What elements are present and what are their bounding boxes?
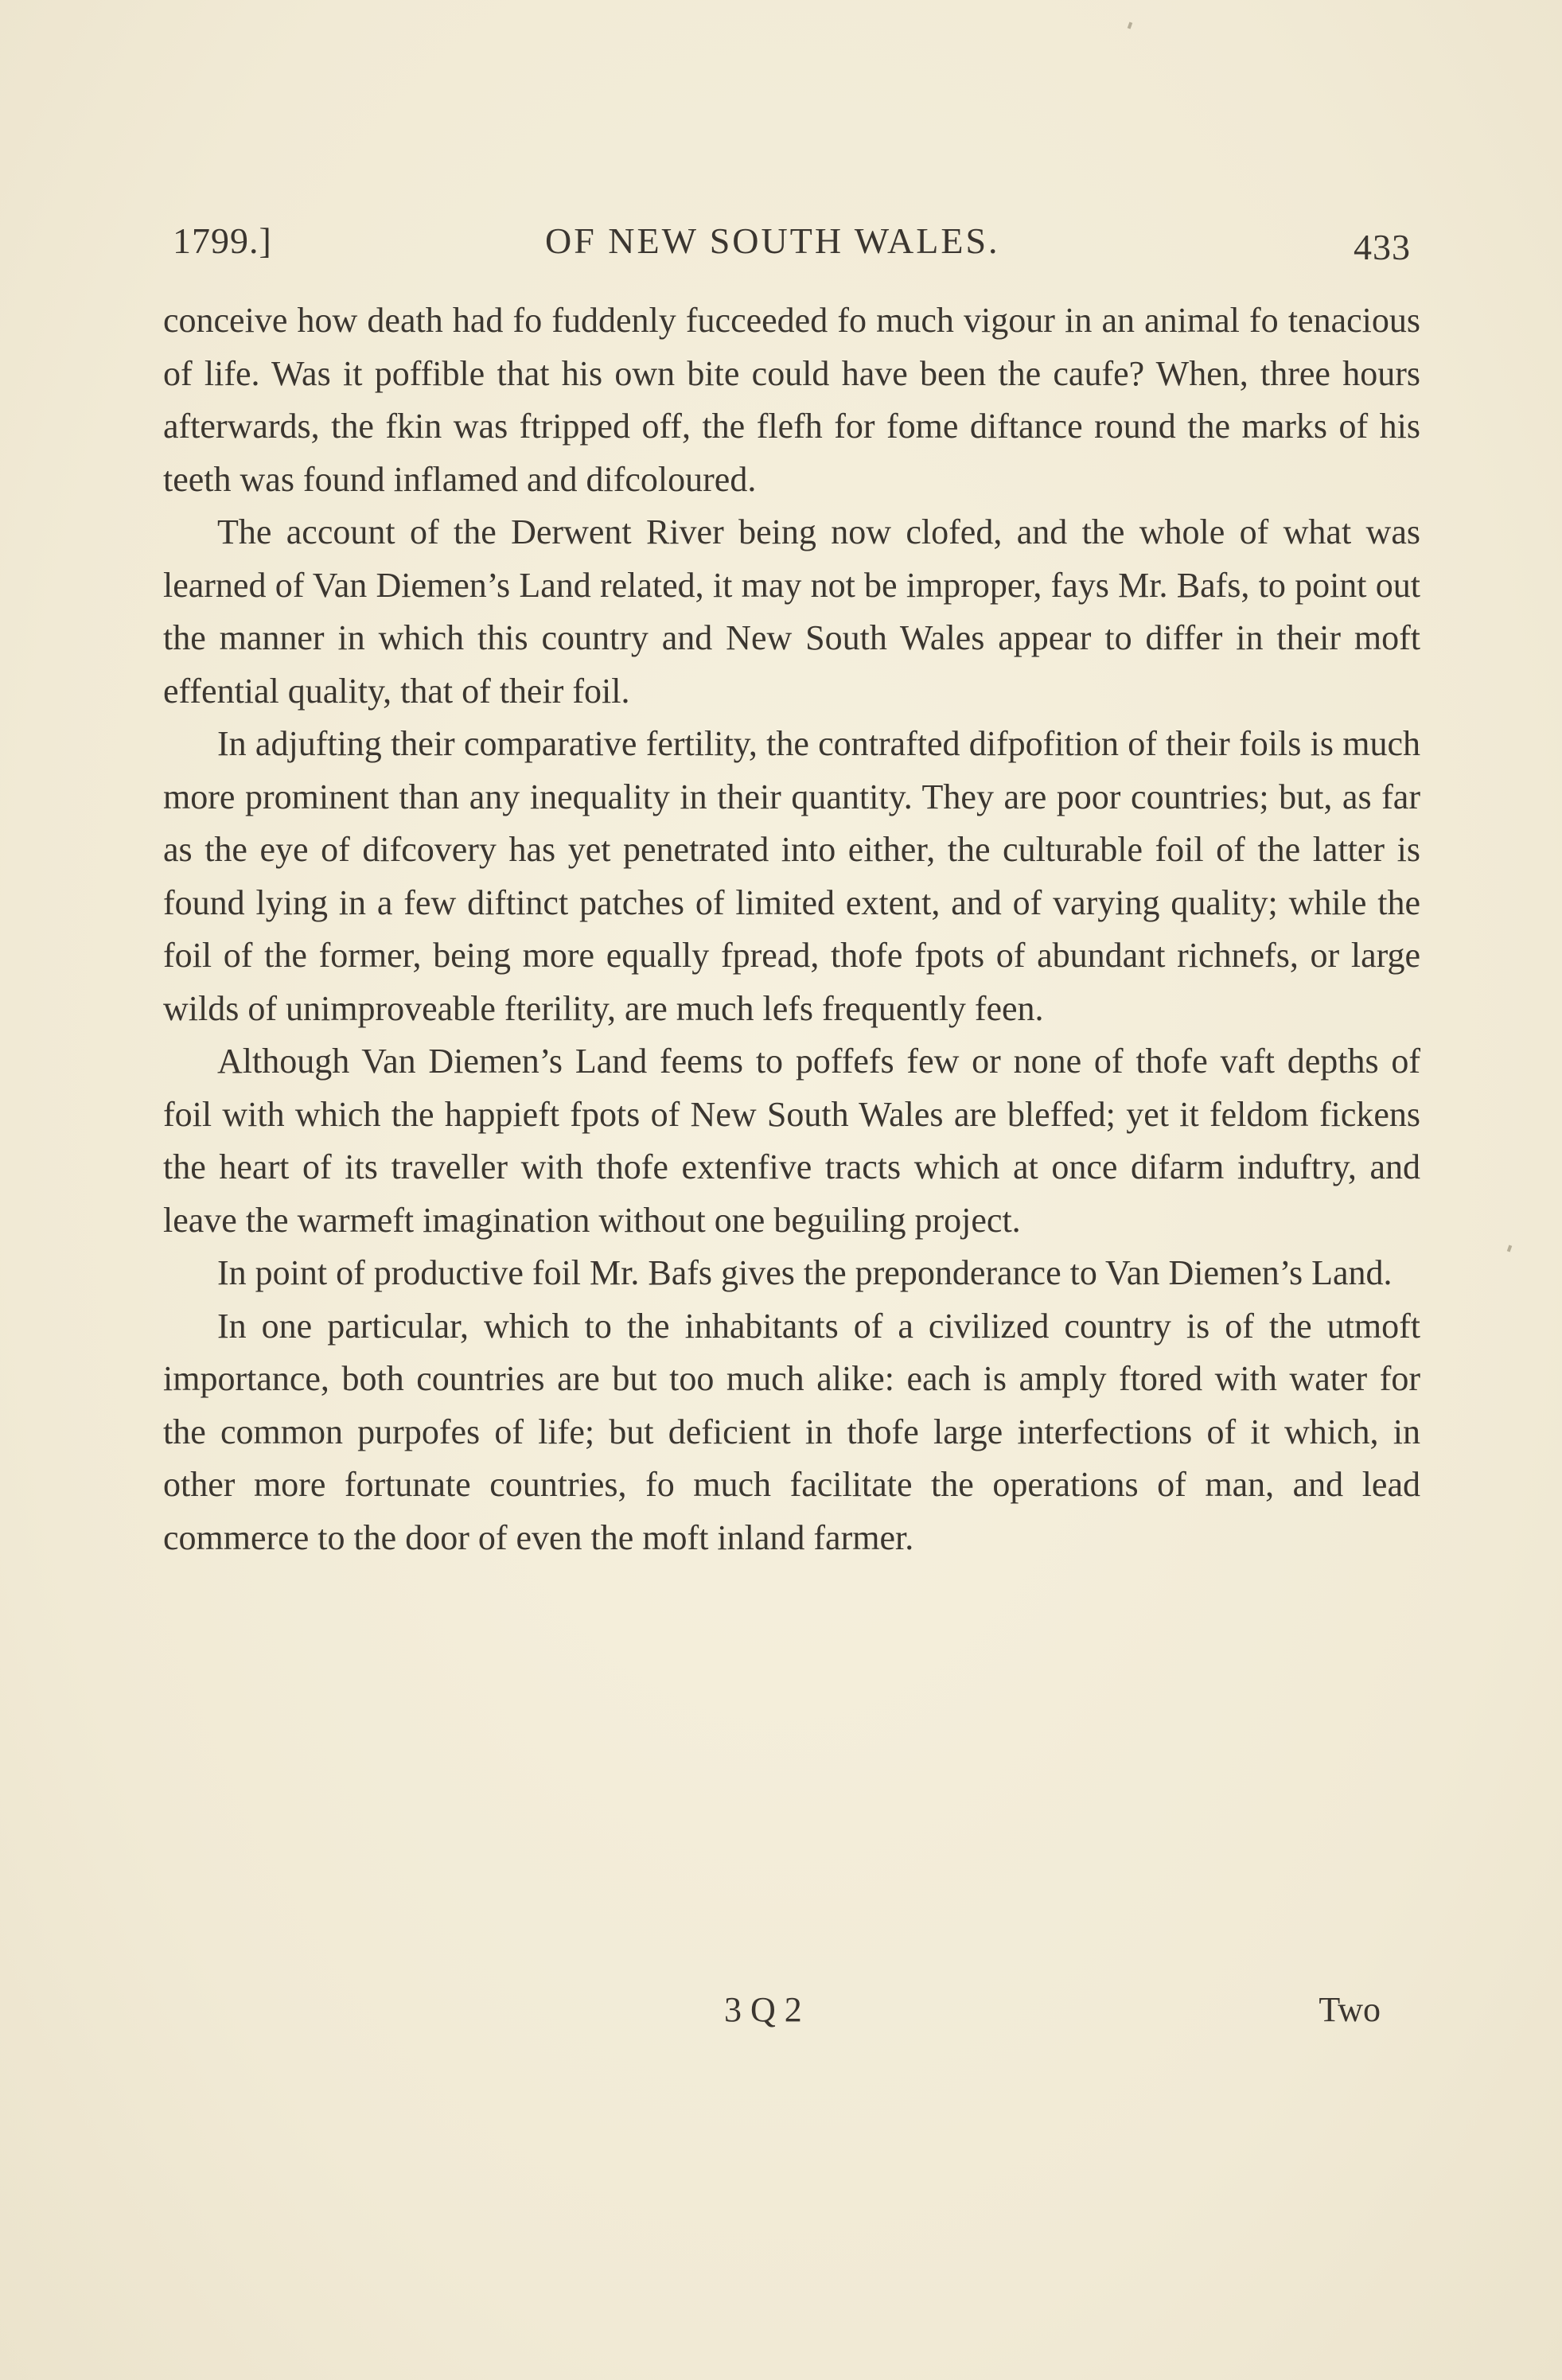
page-footer [163,1989,1420,2045]
paragraph-2: The account of the Derwent River being now clofed, and the whole of what was learned of Van Diemen’s Land related, it may not be improper, fays Mr. Bafs, to point out the manner in which this country and New South Wales appear to differ in their moft effential quality, that of their foil. [163,512,1420,711]
paragraph-1: conceive how death had fo fuddenly fucceeded fo much vigour in an animal fo tenacious of life. Was it poffible that his own bite could have been the caufe? When, three hours afterwards, the fkin was ftripped off, the flefh for fome diftance round the marks of his teeth was found inflamed and difcoloured. [163,301,1420,499]
signature-mark: 3 Q 2 [724,1990,802,2029]
running-head [163,213,1420,269]
catchword: Two [1319,1990,1381,2029]
running-head-year: 1799.] [173,220,272,261]
paragraph-4: Although Van Diemen’s Land feems to poffefs few or none of thofe vaft depths of foil with which the happieft fpots of New South Wales are bleffed; yet it feldom fickens the heart of its traveller with thofe extenfive tracts which at once difarm induftry, and leave the warmeft imagination without one beguiling project. [163,1042,1420,1240]
paper-speck [1507,1245,1512,1252]
running-head-title: OF NEW SOUTH WALES. [545,220,1000,261]
paragraph-6: In one particular, which to the inhabitants of a civilized country is of the utmoft importance, both countries are but too much alike: each is amply ftored with water for the common purpofes of life; but deficient in thofe large interfections of it which, in other more fortunate countries, fo much facilitate the operations of man, and lead commerce to the door of even the moft inland farmer. [163,1306,1420,1557]
paper-speck [1128,22,1132,29]
body-text [163,294,1420,1564]
page-number: 433 [1354,227,1411,267]
paragraph-3: In adjufting their comparative fertility, the contrafted difpofition of their foils is much more prominent than any inequality in their quantity. They are poor countries; but, as far as the eye of difcovery has yet penetrated into either, the culturable foil of the latter is found lying in a few diftinct patches of limited extent, and of varying quality; while the foil of the former, being more equally fpread, thofe fpots of abundant richnefs, or large wilds of unimproveable fterility, are much lefs frequently feen. [163,724,1420,1028]
paragraph-5: In point of productive foil Mr. Bafs gives the preponderance to Van Diemen’s Land. [217,1253,1393,1292]
